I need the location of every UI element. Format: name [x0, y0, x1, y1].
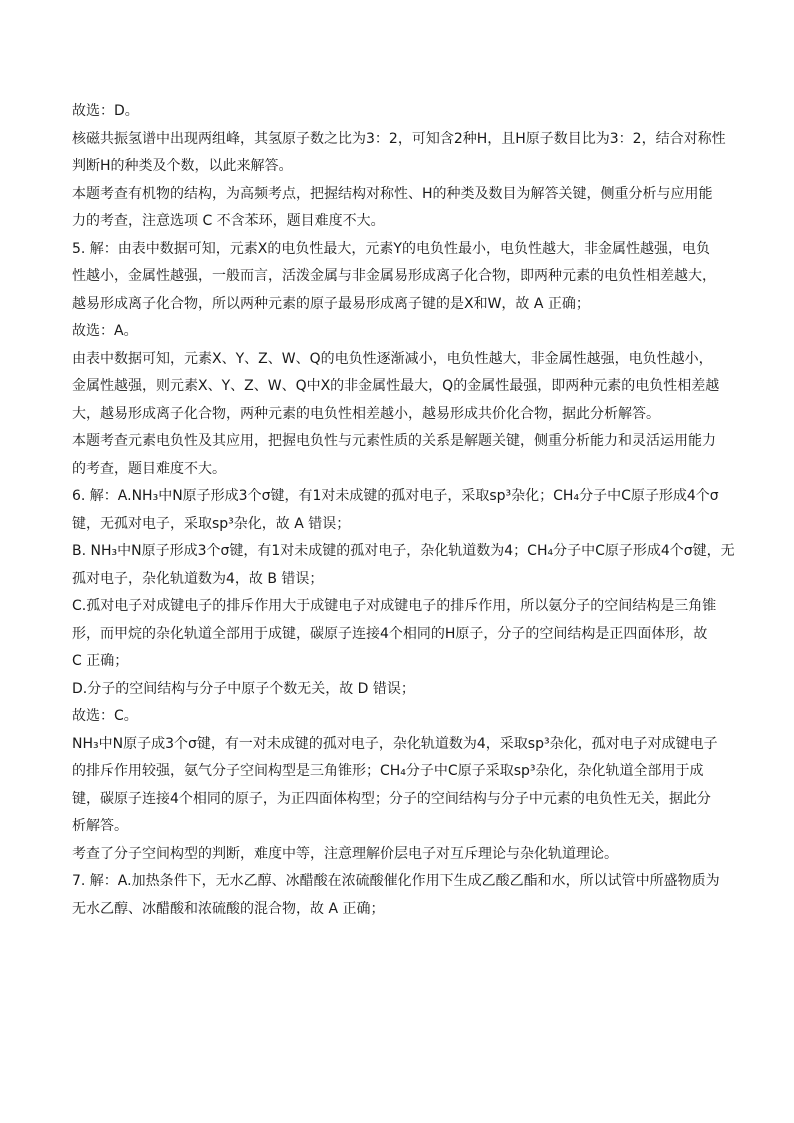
text-line: 形，而甲烷的杂化轨道全部用于成键，碳原子连接4个相同的H原子，分子的空间结构是正四面体形，故 [72, 625, 708, 642]
text-line: 性越小，金属性越强，一般而言，活泼金属与非金属易形成离子化合物，即两种元素的电负性相差越大， [72, 268, 716, 284]
text-line: 越易形成离子化合物，所以两种元素的原子最易形成离子键的是X和W，故 A 正确； [72, 295, 590, 312]
paragraph-p5 [72, 318, 724, 346]
text-line: 本题考查元素电负性及其应用，把握电负性与元素性质的关系是解题关键，侧重分析能力和灵活运用能力 [72, 433, 716, 449]
paragraph-p6 [72, 346, 724, 429]
paragraph-p15 [72, 868, 724, 923]
text-line: 5. 解：由表中数据可知，元素X的电负性最大，元素Y的电负性最小，电负性越大，非金属性越强，电负 [72, 240, 710, 257]
text-line: 6. 解：A.NH₃中N原子形成3个σ键，有1对未成键的孤对电子，采取sp³杂化；CH₄分子中C原子形成4个σ [72, 488, 719, 504]
text-line: 判断H的种类及个数，以此来解答。 [72, 158, 293, 174]
paragraph-p2 [72, 126, 724, 181]
text-line: NH₃中N原子成3个σ键，有一对未成键的孤对电子，杂化轨道数为4，采取sp³杂化，孤对电子对成键电子 [72, 735, 718, 752]
text-line: 键，无孤对电子，采取sp³杂化，故 A 错误； [72, 515, 351, 532]
paragraph-p10 [72, 593, 724, 676]
paragraph-p14 [72, 841, 724, 869]
text-line: 本题考查有机物的结构，为高频考点，把握结构对称性、H的种类及数目为解答关键，侧重分析与应用能 [72, 185, 713, 202]
paragraph-p4 [72, 236, 724, 319]
text-line: D.分子的空间结构与分子中原子个数无关，故 D 错误； [72, 680, 415, 697]
text-line: 故选：D。 [72, 103, 139, 119]
text-line: 故选：A。 [72, 323, 138, 339]
text-line: B. NH₃中N原子形成3个σ键，有1对未成键的孤对电子，杂化轨道数为4；CH₄分子中C原子形成4个σ键，无 [72, 543, 735, 559]
text-line: 由表中数据可知，元素X、Y、Z、W、Q的电负性逐渐减小，电负性越大，非金属性越强，电负性越小， [72, 350, 713, 367]
paragraph-p13 [72, 731, 724, 841]
text-line: 的排斥作用较强，氨气分子空间构型是三角锥形；CH₄分子中C原子采取sp³杂化，杂化轨道全部用于成 [72, 763, 704, 779]
text-line: 力的考查，注意选项 C 不含苯环，题目难度不大。 [72, 213, 385, 229]
text-line: C 正确； [72, 653, 129, 669]
text-line: 大，越易形成离子化合物，两种元素的电负性相差越小，越易形成共价化合物，据此分析解答。 [72, 405, 660, 422]
text-line: 析解答。 [72, 818, 128, 834]
text-line: 考查了分子空间构型的判断，难度中等，注意理解价层电子对互斥理论与杂化轨道理论。 [72, 845, 618, 862]
text-line: 键，碳原子连接4个相同的原子，为正四面体构型；分子的空间结构与分子中元素的电负性无关，据此分 [72, 790, 711, 807]
text-line: 核磁共振氢谱中出现两组峰，其氢原子数之比为3：2，可知含2种H，且H原子数目比为3：2，结合对称性 [72, 130, 726, 147]
paragraph-p8 [72, 483, 724, 538]
paragraph-p12 [72, 703, 724, 731]
text-line: 孤对电子，杂化轨道数为4，故 B 错误； [72, 570, 324, 587]
text-line: 的考查，题目难度不大。 [72, 460, 226, 477]
paragraph-p9 [72, 538, 735, 593]
paragraph-p11 [72, 676, 724, 704]
text-line: 故选：C。 [72, 708, 138, 724]
text-line: 7. 解：A.加热条件下，无水乙醇、冰醋酸在浓硫酸催化作用下生成乙酸乙酯和水，所以试管中所盛物质为 [72, 873, 720, 889]
paragraph-p7 [72, 428, 724, 483]
text-line: 无水乙醇、冰醋酸和浓硫酸的混合物，故 A 正确； [72, 900, 385, 917]
paragraph-p1 [72, 98, 724, 126]
text-line: C.孤对电子对成键电子的排斥作用大于成键电子对成键电子的排斥作用，所以氨分子的空间结构是三角锥 [72, 598, 717, 614]
paragraph-p3 [72, 181, 724, 236]
document-body [72, 98, 735, 923]
text-line: 金属性越强，则元素X、Y、Z、W、Q中X的非金属性最大，Q的金属性最强，即两种元素的电负性相差越 [72, 378, 720, 394]
